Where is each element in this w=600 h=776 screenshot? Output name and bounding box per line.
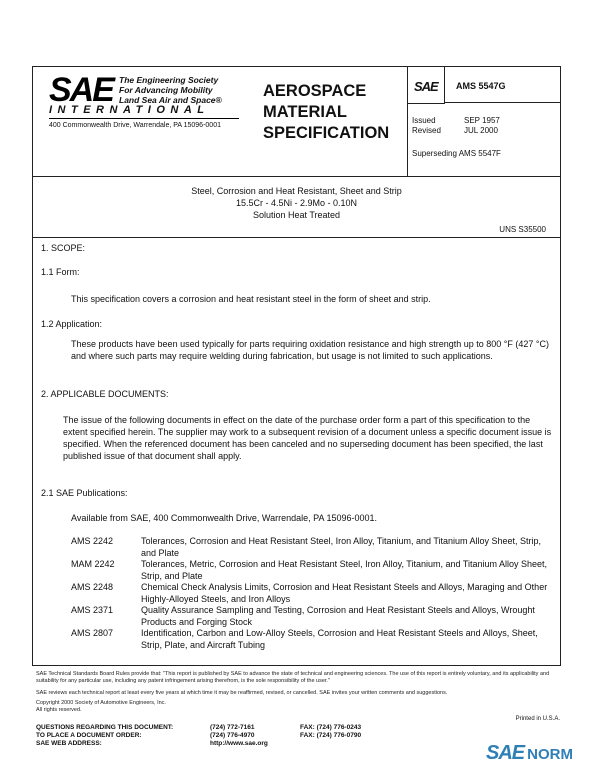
paragraph: Available from SAE, 400 Commonwealth Drive, Warrendale, PA 15096-0001. xyxy=(71,513,377,523)
header-info-box xyxy=(407,67,561,176)
document-header xyxy=(33,67,560,177)
issue-dates: Issued SEP 1957 Revised JUL 2000 xyxy=(412,116,500,135)
section-heading: 1.1 Form: xyxy=(41,267,80,277)
document-page xyxy=(32,66,561,666)
paragraph: The issue of the following documents in effect on the date of the purchase order form a part of this specification to the extent specified herein. The supplier may work to a subsequent revision of a document unless a specific document issue is specified. When the referenced document has been canceled and no superseding document has been specified, the last published issue of that document shall apply. xyxy=(63,415,552,461)
review-text: SAE reviews each technical report at least every five years at which time it may be reaffirmed, revised, or cancelled. SAE invites your written comments and suggestions. xyxy=(36,690,448,696)
sae-small-logo-box xyxy=(408,67,445,104)
sae-web-link[interactable]: http://www.sae.org xyxy=(210,740,268,747)
sae-norm-watermark: SAE NORM xyxy=(486,742,573,764)
divider xyxy=(33,237,560,238)
section-heading: 2. APPLICABLE DOCUMENTS: xyxy=(41,389,169,399)
society-tagline: The Engineering Society For Advancing Mobility Land Sea Air and Space® xyxy=(119,75,222,105)
section-heading: 1.2 Application: xyxy=(41,319,103,329)
divider xyxy=(49,118,239,119)
reference-list xyxy=(71,536,553,651)
uns-number: UNS S35500 xyxy=(499,225,546,234)
sae-logo: SAE xyxy=(49,71,113,109)
international-label: INTERNATIONAL xyxy=(49,104,210,116)
ams-number: AMS 5547G xyxy=(456,81,506,91)
paragraph: These products have been used typically for parts requiring oxidation resistance and high strength up to 800 °F (427 °C) and where such parts may require welding during fabrication, but usage is not limited to such applications. xyxy=(71,339,549,361)
superseding: Superseding AMS 5547F xyxy=(412,149,501,158)
list-item: AMS 2807 Identification, Carbon and Low-Alloy Steels, Corrosion and Heat Resistant Steels and Alloys, Sheet, Strip, Plate, and Aircraft Tubing xyxy=(71,628,538,650)
rights: All rights reserved. xyxy=(36,707,82,713)
sae-address: 400 Commonwealth Drive, Warrendale, PA 15096-0001 xyxy=(49,122,221,129)
list-item: AMS 2371 Quality Assurance Sampling and Testing, Corrosion and Heat Resistant Steels and Alloys, Wrought Products and Forging Stock xyxy=(71,605,535,627)
section-heading: 2.1 SAE Publications: xyxy=(41,488,128,498)
contact-footer: QUESTIONS REGARDING THIS DOCUMENT: (724) 772-7161 FAX: (724) 776-0243 TO PLACE A DOCUMENT ORDER: (724) 776-4970 FAX: (724) 776-0790 SAE WEB ADDRESS: http://www.sae.org xyxy=(36,724,362,747)
document-type: AEROSPACE MATERIAL SPECIFICATION xyxy=(263,82,390,142)
issued-date: SEP 1957 xyxy=(464,116,500,125)
list-item: AMS 2242 Tolerances, Corrosion and Heat Resistant Steel, Iron Alloy, Titanium, and Titanium Alloy Sheet, Strip, and Plate xyxy=(71,536,542,558)
list-item: MAM 2242 Tolerances, Metric, Corrosion and Heat Resistant Steel, Iron Alloy, Titanium, and Titanium Alloy Sheet, Strip, and Plate xyxy=(71,559,548,581)
list-item: AMS 2248 Chemical Check Analysis Limits, Corrosion and Heat Resistant Steels and Alloys, Maraging and Other Highly-Alloyed Steels, and Iron Alloys xyxy=(71,582,548,604)
divider xyxy=(444,102,561,103)
revised-date: JUL 2000 xyxy=(464,126,498,135)
disclaimer-text: SAE Technical Standards Board Rules provide that: "This report is published by SAE to advance the state of technical and engineering sciences. The use of this report is entirely voluntary, and its applicability and suitability for any particular use, including any patent infringement arising therefrom, is the sole responsibility of the user." xyxy=(36,671,550,684)
document-title: Steel, Corrosion and Heat Resistant, Sheet and Strip 15.5Cr - 4.5Ni - 2.9Mo - 0.10N Solution Heat Treated xyxy=(191,186,402,220)
section-heading: 1. SCOPE: xyxy=(41,243,86,253)
sae-small-logo: SAE xyxy=(414,79,438,94)
paragraph: This specification covers a corrosion and heat resistant steel in the form of sheet and strip. xyxy=(71,294,431,304)
copyright: Copyright 2000 Society of Automotive Engineers, Inc. xyxy=(36,700,166,706)
printed-label: Printed in U.S.A. xyxy=(515,716,560,722)
